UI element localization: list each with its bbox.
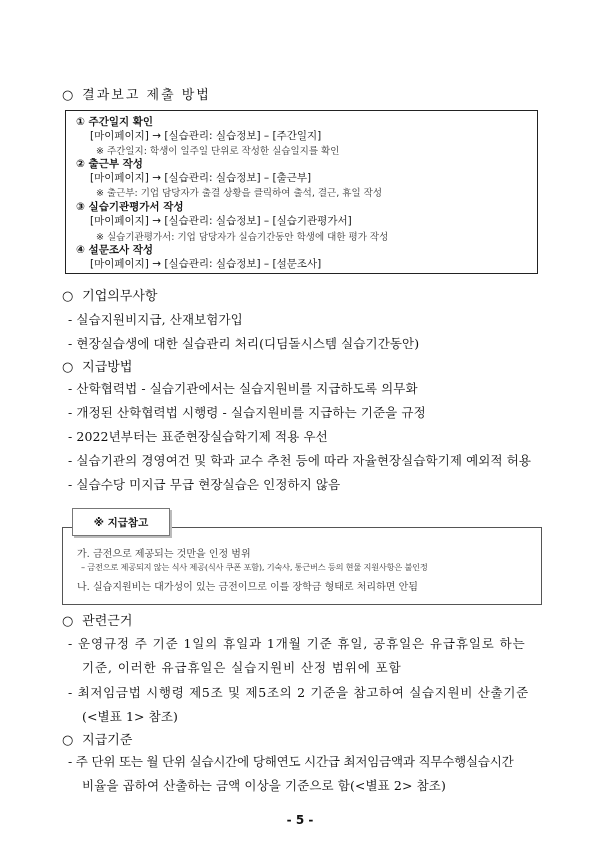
bullet-item: - 현장실습생에 대한 실습관리 처리(디딤돌시스템 실습기간동안) [68, 336, 420, 351]
section-title: 지급기준 [82, 733, 133, 748]
item-head: ④ 설문조사 작성 [76, 244, 154, 256]
bullet-item: - 실습수당 미지급 무급 현장실습은 인정하지 않음 [68, 477, 341, 492]
bullet-continuation: (<별표 1> 참조) [82, 709, 179, 724]
bullet-item: - 최저임금법 시행령 제5조 및 제5조의 2 기준을 참고하여 실습지원비 산출기준 [68, 685, 529, 700]
section-title: 기업의무사항 [82, 289, 158, 304]
circle-bullet-icon: ○ [62, 289, 74, 304]
reference-line: – 금전으로 제공되지 않는 식사 제공(식사 쿠폰 포함), 기숙사, 통근버스 등의 현물 지원사항은 불인정 [81, 562, 428, 572]
circle-bullet-icon: ○ [62, 614, 74, 629]
payment-reference-tag: ※ 지급참고 [72, 508, 170, 536]
item-note: ※ 출근부: 기업 담당자가 출결 상황을 클릭하여 출석, 결근, 휴일 작성 [96, 188, 383, 199]
bullet-continuation: 비율을 곱하여 산출하는 금액 이상을 기준으로 함(<별표 2> 참조) [82, 778, 446, 793]
bullet-item: - 산학협력법 - 실습기관에서는 실습지원비를 지급하도록 의무화 [68, 381, 418, 396]
page-number: - 5 - [286, 813, 314, 827]
circle-bullet-icon: ○ [62, 88, 74, 103]
section-payment-heading [62, 356, 132, 375]
bullet-item: - 실습기관의 경영여건 및 학과 교수 추천 등에 따라 자율현장실습학기제 예외적 허용 [68, 453, 532, 468]
item-note: ※ 실습기관평가서: 기업 담당자가 실습기간동안 학생에 대한 평가 작성 [96, 232, 389, 243]
reference-line: 가. 금전으로 제공되는 것만을 인정 범위 [77, 549, 251, 560]
item-head: ① 주간일지 확인 [76, 116, 154, 128]
bullet-item: - 운영규정 주 기준 1일의 휴일과 1개월 기준 휴일, 공휴일은 유급휴일로 하는 [68, 636, 526, 651]
circle-bullet-icon: ○ [62, 360, 74, 375]
section-title: 지급방법 [82, 360, 133, 375]
reference-line: 나. 실습지원비는 대가성이 있는 금전이므로 이를 장학금 형태로 처리하면 안됨 [77, 582, 418, 593]
circle-bullet-icon: ○ [62, 733, 74, 748]
section-title: 관련근거 [82, 614, 133, 629]
section-duties-heading [62, 285, 158, 304]
bullet-item: - 개정된 산학협력법 시행령 - 실습지원비를 지급하는 기준을 규정 [68, 405, 426, 420]
section-report-heading [62, 84, 211, 103]
item-head: ③ 실습기관평가서 작성 [76, 201, 184, 213]
menu-path: [마이페이지] → [실습관리: 실습정보] – [주간일지] [90, 130, 322, 142]
menu-path: [마이페이지] → [실습관리: 실습정보] – [출근부] [90, 172, 312, 184]
menu-path: [마이페이지] → [실습관리: 실습정보] – [실습기관평가서] [90, 215, 352, 227]
report-method-box [65, 110, 538, 274]
payment-reference-box [62, 527, 542, 605]
section-title: 결과보고 제출 방법 [82, 88, 211, 103]
menu-path: [마이페이지] → [실습관리: 실습정보] – [설문조사] [90, 258, 322, 270]
item-head: ② 출근부 작성 [76, 158, 143, 170]
bullet-item: - 실습지원비지급, 산재보험가입 [68, 312, 243, 327]
bullet-item: - 2022년부터는 표준현장실습학기제 적용 우선 [68, 429, 328, 444]
section-criteria-heading [62, 729, 132, 748]
bullet-continuation: 기준, 이러한 유급휴일은 실습지원비 산정 범위에 포함 [82, 660, 402, 675]
section-basis-heading [62, 610, 132, 629]
bullet-item: - 주 단위 또는 월 단위 실습시간에 당해연도 시간급 최저임금액과 직무수행실습시간 [68, 754, 514, 769]
item-note: ※ 주간일지: 학생이 일주일 단위로 작성한 실습일지를 확인 [96, 146, 340, 157]
